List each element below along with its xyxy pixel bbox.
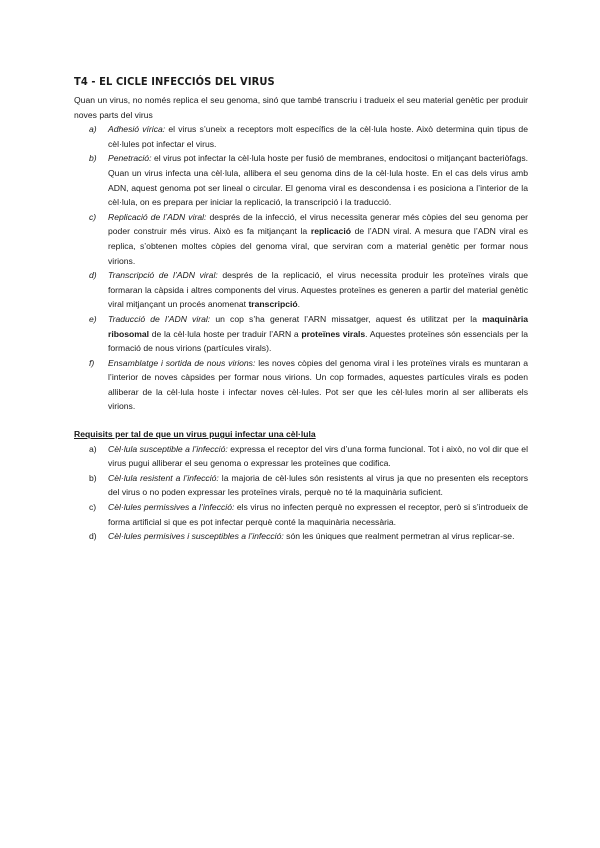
item-text: un cop s’ha generat l’ARN missatger, aquest és utilitzat per la bbox=[210, 313, 483, 324]
document-content bbox=[74, 74, 528, 544]
item-text: els virus no infecten perquè no expressen el receptor, però si s’introdueix de forma artificial si que es pot infectar perquè conté la maquinària necessària. bbox=[108, 502, 528, 527]
requirements-list bbox=[74, 442, 528, 544]
infection-cycle-list bbox=[74, 122, 528, 414]
list-item-assembly bbox=[74, 356, 528, 414]
list-marker: b) bbox=[89, 472, 97, 483]
item-bold-term: replicació bbox=[310, 226, 351, 237]
list-marker: b) bbox=[89, 153, 97, 164]
list-marker: e) bbox=[89, 313, 97, 324]
item-text: el virus pot infectar la cèl·lula hoste per fusió de membranes, endocitosi o mitjançant bacteriòfags. Quan un virus infecta una cèl·lula, allibera el seu genoma dins de la cèl·lula hoste. En el cas dels virus amb ADN, aquest genoma pot ser lineal o circular. El genoma viral es descondensa i es posiciona a l’interior de la cèl·lula, on es prepara per iniciar la replicació, la transcripció i la traducció. bbox=[108, 153, 528, 208]
item-text: després de la infecció, el virus necessita generar més còpies del seu genoma per poder construir més virus. Això es fa mitjançant la bbox=[108, 211, 528, 237]
item-term: Adhesió vírica: bbox=[108, 124, 166, 135]
list-marker: d) bbox=[89, 531, 97, 542]
list-item-penetration bbox=[74, 151, 528, 209]
item-term: Transcripció de l’ADN viral: bbox=[108, 270, 218, 281]
item-term: Cèl·lules permissives a l’infecció: bbox=[108, 502, 235, 513]
list-item-replication bbox=[74, 210, 528, 268]
item-term: Penetració: bbox=[108, 153, 152, 164]
list-marker: d) bbox=[89, 270, 97, 281]
item-text: . bbox=[297, 299, 301, 310]
list-item-adhesion bbox=[74, 122, 528, 151]
item-text: de la cèl·lula hoste per traduir l’ARN a bbox=[149, 328, 302, 339]
item-bold-term: proteïnes virals bbox=[301, 328, 366, 339]
item-term: Cèl·lules permisives i susceptibles a l’infecció: bbox=[108, 531, 284, 542]
item-bold-term: transcripció bbox=[248, 299, 298, 310]
list-marker: c) bbox=[89, 502, 97, 513]
item-text: el virus s’uneix a receptors molt específics de la cèl·lula hoste. Això determina quin tipus de cèl·lules pot infectar el virus. bbox=[108, 124, 528, 149]
list-marker: a) bbox=[89, 124, 97, 135]
item-term: Replicació de l’ADN viral: bbox=[108, 211, 207, 222]
item-text: són les úniques que realment permetran al virus replicar-se. bbox=[283, 531, 515, 542]
item-text: la majoria de cèl·lules són resistents al virus ja que no presenten els receptors del virus o no poden expressar les proteïnes virals, perquè no té la maquinària suficient. bbox=[108, 472, 528, 498]
list-marker: f) bbox=[89, 357, 95, 368]
item-text: de l’ADN viral. A mesura que l’ADN viral es replica, s’obtenen moltes còpies del genoma viral, que serviran com a material genètic per formar nous virions. bbox=[108, 226, 529, 266]
list-item-permissive-susceptible bbox=[74, 529, 528, 544]
requirements-section bbox=[74, 427, 528, 544]
item-term: Traducció de l’ADN viral: bbox=[108, 313, 211, 324]
requirements-heading: Requisits per tal de que un virus pugui infectar una cèl·lula bbox=[74, 429, 316, 440]
item-term: Cèl·lula resistent a l’infecció: bbox=[108, 472, 219, 483]
item-text: les noves còpies del genoma viral i les proteïnes virals es muntaran a l’interior de noves càpsides per formar nous virions. Un cop formades, aquestes partícules virals es poden alliberar de la cèl·lula hoste i infectar noves cèl·lules. Pot ser que les cèl·lules morin al ser alliberats els virions. bbox=[108, 357, 528, 412]
intro-paragraph: Quan un virus, no només replica el seu genoma, sinó que també transcriu i tradueix el seu material genètic per produir noves parts del virus bbox=[74, 95, 528, 120]
item-text: . Aquestes proteïnes són essencials per la formació de nous virions (partícules virals). bbox=[108, 328, 528, 354]
list-marker: c) bbox=[89, 211, 97, 222]
item-term: Cèl·lula susceptible a l’infecció: bbox=[108, 443, 228, 454]
list-item-permissive bbox=[74, 500, 528, 529]
list-marker: a) bbox=[89, 443, 97, 454]
item-bold-term: maquinària ribosomal bbox=[108, 313, 528, 339]
list-item-translation bbox=[74, 312, 528, 356]
list-item-transcription bbox=[74, 268, 528, 312]
item-text: després de la replicació, el virus necessita produir les proteïnes virals que formaran la càpsida i altres components del virus. Aquestes proteïnes es generen a partir del material genètic viral mitjançant un procés anomenat bbox=[108, 270, 528, 310]
item-term: Ensamblatge i sortida de nous virions: bbox=[108, 357, 256, 368]
item-text: expressa el receptor del virs d’una forma funcional. Tot i això, no vol dir que el virus pugui alliberar el seu genoma o expressar les proteïnes que codifica. bbox=[108, 443, 528, 469]
document-title: T4 - EL CICLE INFECCIÓS DEL VIRUS bbox=[74, 75, 275, 88]
list-item-susceptible bbox=[74, 442, 528, 471]
list-item-resistant bbox=[74, 471, 528, 500]
